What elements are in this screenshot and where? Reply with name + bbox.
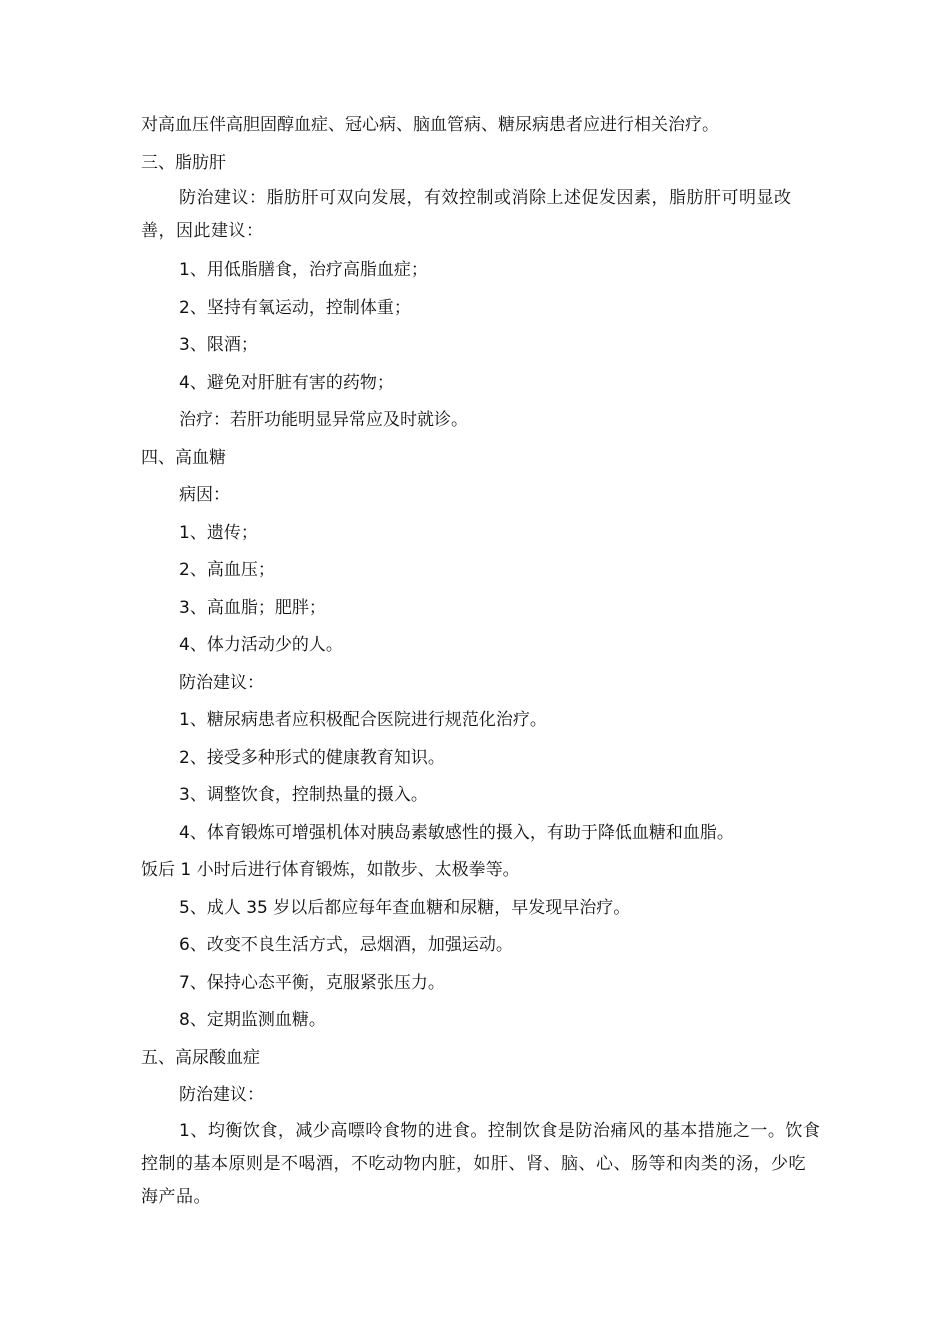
body-paragraph: 3、高血脂；肥胖； <box>179 597 326 618</box>
body-paragraph: 4、体力活动少的人。 <box>179 635 343 655</box>
body-paragraph: 4、避免对肝脏有害的药物； <box>179 372 394 393</box>
body-paragraph: 8、定期监测血糖。 <box>179 1010 326 1030</box>
section-line: 对高血压伴高胆固醇血症、冠心病、脑血管病、糖尿病患者应进行相关治疗。 <box>141 115 719 135</box>
body-paragraph: 3、限酒； <box>179 335 258 355</box>
body-paragraph: 病因： <box>179 485 230 505</box>
body-paragraph: 1、用低脂膳食，治疗高脂血症； <box>179 260 428 280</box>
body-paragraph: 5、成人 35 岁以后都应每年查血糖和尿糖，早发现早治疗。 <box>179 897 631 918</box>
body-paragraph: 防治建议： <box>179 1085 264 1105</box>
body-paragraph: 7、保持心态平衡，克服紧张压力。 <box>179 972 445 993</box>
body-paragraph: 6、改变不良生活方式，忌烟酒，加强运动。 <box>179 935 513 955</box>
section-line: 五、高尿酸血症 <box>141 1047 260 1068</box>
body-paragraph: 防治建议：脂肪肝可双向发展，有效控制或消除上述促发因素，脂肪肝可明显改善，因此建议： <box>141 188 792 241</box>
body-paragraph: 1、均衡饮食，减少高嘌呤食物的进食。控制饮食是防治痛风的基本措施之一。饮食控制的基本原则是不喝酒，不吃动物内脏，如肝、肾、脑、心、肠等和肉类的汤，少吃海产品。 <box>141 1120 821 1207</box>
body-paragraph: 2、高血压； <box>179 560 275 580</box>
document-body <box>141 107 821 1214</box>
body-paragraph: 1、糖尿病患者应积极配合医院进行规范化治疗。 <box>179 710 547 730</box>
section-line: 饭后 1 小时后进行体育锻炼，如散步、太极拳等。 <box>141 860 520 880</box>
body-paragraph: 防治建议： <box>179 672 264 693</box>
body-paragraph: 1、遗传； <box>179 522 258 543</box>
section-line: 四、高血糖 <box>141 447 226 468</box>
body-paragraph: 4、体育锻炼可增强机体对胰岛素敏感性的摄入，有助于降低血糖和血脂。 <box>179 822 734 843</box>
body-paragraph: 2、坚持有氧运动，控制体重； <box>179 297 411 318</box>
body-paragraph: 3、调整饮食，控制热量的摄入。 <box>179 785 428 805</box>
body-paragraph: 2、接受多种形式的健康教育知识。 <box>179 747 445 768</box>
body-paragraph: 治疗：若肝功能明显异常应及时就诊。 <box>179 410 468 430</box>
section-line: 三、脂肪肝 <box>141 152 226 173</box>
